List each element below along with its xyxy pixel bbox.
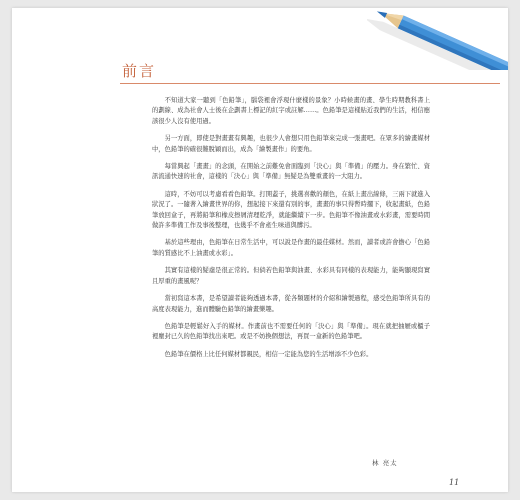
blue-pencil-icon [367,8,508,70]
paragraph: 這時，不妨可以考慮看看色鉛筆。打開蓋子，挑選喜歡的顏色，在紙上畫出線條，三兩下就進入狀況了。一隨著入繪畫世界的你，想起接下來還有別的事，畫畫的事只得暫時擱下，收起畫紙，色鉛筆放回盒子，再將鉛筆和橡皮擦屑清理乾淨，就能繼續下一步。色鉛筆不像油畫或水彩畫，需要時間做許多準備工作及事後整理，也幾乎不會產生味道與髒污。 [152,190,430,230]
book-page [12,8,508,492]
paragraph: 另一方面，即使是對畫畫有興趣，也很少人會想只用色鉛筆來完成一張畫吧。在眾多的繪畫媒材中，色鉛筆的確很難脫穎而出，成為「繪製畫作」的要角。 [152,135,430,153]
page-title: 前言 [122,62,157,80]
paragraph: 每當興起「畫畫」的念頭，在開始之前難免會面臨到「決心」與「準備」的壓力。身在繁忙、資訊流通快速的社會，這樣的「決心」與「準備」無疑是為雙重畫的一大阻力。 [152,163,430,181]
paragraph: 基於這些理由，色鉛筆在日常生活中，可以說是作畫的最佳媒材。然而，讀者或許會擔心「色鉛筆的質感比不上油畫或水彩」。 [152,239,430,257]
paragraph: 不知道大家一聽到「色鉛筆」，腦袋裡會浮現什麼樣的景象？小時候畫的畫、學生時期教科書上的劃線、成為社會人士後在企劃書上標記的紅字或註解……。色鉛筆是這樣貼近我們的生活，相信應該很少人沒有使用過。 [152,97,430,125]
title-divider [120,83,500,84]
author-signature: 林 亮太 [372,459,398,467]
page-number: 11 [449,478,460,487]
paragraph: 當初寫這本書，是希望讀者能夠透過本書，從各類題材的介紹和繪製過程，感受色鉛筆所具有的高度表現能力，進而體驗色鉛筆的繪畫樂趣。 [152,295,430,313]
paragraph: 色鉛筆在價格上比任何媒材都親民，相信一定能為您的生活增添不少色彩。 [164,350,373,358]
preface-body [152,96,430,367]
paragraph: 其實有這樣的疑慮是很正常的。但倘若色鉛筆與油畫、水彩具有同樣的表現能力，能夠顯現寫實且厚重的畫風呢？ [152,267,430,285]
paragraph: 色鉛筆是輕鬆好入手的媒材。作畫前也不需要任何的「決心」與「準備」。現在就把抽屜或櫃子裡塵封已久的色鉛筆找出來吧。或是不妨換個想法，再買一盒新的色鉛筆吧。 [152,322,430,341]
